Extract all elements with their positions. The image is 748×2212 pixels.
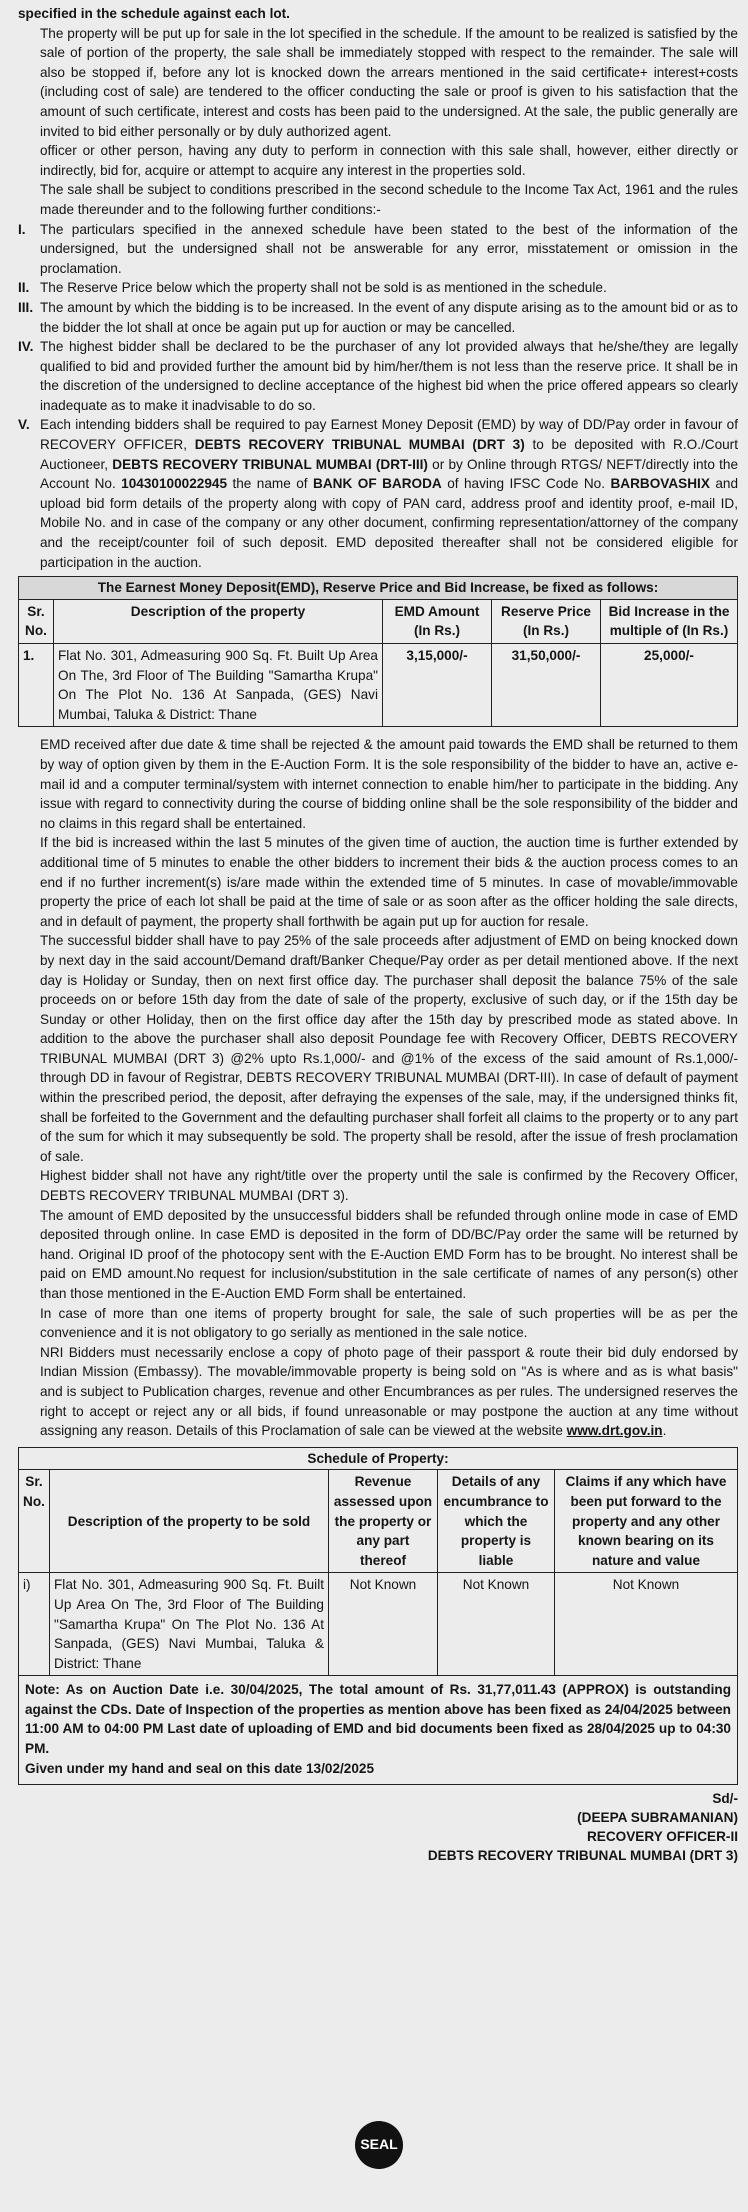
text-run: NRI Bidders must necessarily enclose a copy of photo page of their passport & route their bid duly endorsed by Indian Mission (Embassy). The movable/immovable property is being sold on "As is where and as is what basis" and is subject to Publication charges, revenue and other Encumbrances as per rules. The undersigned reserves the right to accept or reject any or all bids, if found unreasonable or may postpone the auction at any time without assigning any reason. Details of this Proclamation of sale can be viewed at the website <box>40 1344 738 1439</box>
cell-sr-no: i) <box>19 1573 50 1676</box>
intro-paragraph-conditions: The sale shall be subject to conditions prescribed in the second schedule to the Income Tax Act, 1961 and the rules made thereunder and to the following further conditions:- <box>40 182 738 217</box>
intro-paragraph-officer: officer or other person, having any duty to perform in connection with this sale shall, however, either directly or indirectly, bid for, acquire or attempt to acquire any interest in the properties sold. <box>40 143 738 178</box>
condition-text: The highest bidder shall be declared to be the purchaser of any lot provided always that he/she/they are legally qualified to bid and provided further the amount bid by him/her/them is not less than the reserve price. It shall be in the discretion of the undersigned to decline acceptance of the highest bid when the price offered appears so clearly inadequate as to make it inadvisable to do so. <box>40 339 738 413</box>
terms-section <box>18 735 738 1440</box>
text-run: or by Online through RTGS/ NEFT/directly into the Account No. <box>40 456 739 492</box>
intro-line: specified in the schedule against each lot. <box>18 6 290 21</box>
account-number: 10430100022945 <box>121 476 228 492</box>
header-emd-amount: EMD Amount (In Rs.) <box>383 599 492 643</box>
cell-revenue: Not Known <box>329 1573 438 1676</box>
condition-number: II. <box>18 280 30 296</box>
schedule-table <box>18 1469 738 1676</box>
table-header-row <box>19 599 738 643</box>
condition-3 <box>18 298 738 337</box>
condition-4 <box>18 337 738 415</box>
cell-description: Flat No. 301, Admeasuring 900 Sq. Ft. Built Up Area On The, 3rd Floor of The Building "Samartha Krupa" On The Plot No. 136 At Sanpada, (GES) Navi Mumbai, Taluka & District: Thane <box>50 1573 329 1676</box>
schedule-title: Schedule of Property: <box>18 1447 738 1470</box>
term-nri-bidders <box>18 1343 738 1441</box>
table-header-row <box>19 1470 738 1573</box>
ifsc-code: BARBOVASHIX <box>610 476 710 492</box>
term-highest-bidder: Highest bidder shall not have any right/title over the property until the sale is confirmed by the Recovery Officer, DEBTS RECOVERY TRIBUNAL MUMBAI (DRT 3). <box>40 1168 738 1204</box>
text-run: the name of <box>227 476 314 492</box>
text-run: Each intending bidders shall be required to pay Earnest Money Deposit (EMD) by way of DD/Pay order in favour of RECOVERY OFFICER, <box>40 417 738 453</box>
cell-reserve-price: 31,50,000/- <box>492 644 601 727</box>
website-link[interactable]: www.drt.gov.in <box>566 1423 663 1439</box>
header-description: Description of the property <box>54 599 383 643</box>
condition-2 <box>18 278 738 298</box>
intro-paragraph-sale: The property will be put up for sale in the lot specified in the schedule. If the amount to be realized is satisfied by the sale of portion of the property, the sale shall be immediately stopped with respect to the remainder. The sale will also be stopped if, before any lot is knocked down the arrears mentioned in the said certificate+ interest+costs (including cost of sale) are tendered to the officer conducting the sale or proof is given to his satisfaction that the amount of such certificate, interest and costs has been paid to the undersigned. At the sale, the public generally are invited to bid either personally or by duly authorized agent. <box>40 25 738 139</box>
text-run: . <box>662 1423 667 1439</box>
given-under-hand: Given under my hand and seal on this date 13/02/2025 <box>25 1760 375 1776</box>
header-bid-increase: Bid Increase in the multiple of (In Rs.) <box>601 599 738 643</box>
officer-name: (DEEPA SUBRAMANIAN) <box>577 1810 738 1826</box>
table-row <box>19 644 738 727</box>
signature-sd: Sd/- <box>712 1791 738 1807</box>
condition-5-emd-deposit <box>18 415 738 572</box>
condition-text: The amount by which the bidding is to be increased. In the event of any dispute arising as to the amount bid or as to the bidder the lot shall at once be again put up for auction or may be cancelled. <box>40 299 738 335</box>
signature-block <box>18 1789 738 1865</box>
office-name: DEBTS RECOVERY TRIBUNAL MUMBAI (DRT 3) <box>427 1848 738 1864</box>
emd-table <box>18 599 738 728</box>
cell-sr-no: 1. <box>19 644 54 727</box>
cell-encumbrance: Not Known <box>438 1573 555 1676</box>
condition-number: IV. <box>18 339 34 355</box>
tribunal-name: DEBTS RECOVERY TRIBUNAL MUMBAI (DRT-III) <box>112 456 428 472</box>
term-successful-bidder: The successful bidder shall have to pay 25% of the sale proceeds after adjustment of EMD on being knocked down by next day in the said account/Demand draft/Banker Cheque/Pay order as per detail mentioned above. If the next day is Holiday or Sunday, then on next first office day. The purchaser shall deposit the balance 75% of the sale proceeds on or before 15th day from the date of sale of the property, exclusive of such day, or if the 15th day be Sunday or other Holiday, then on the first office day after the 15th day by prescribed mode as stated above. In addition to the above the purchaser shall also deposit Poundage fee with Recovery Officer, DEBTS RECOVERY TRIBUNAL MUMBAI (DRT 3) @2% upto Rs.1,000/- and @1% of the excess of the said amount of Rs.1,000/- through DD in favour of Registrar, DEBTS RECOVERY TRIBUNAL MUMBAI (DRT-III). In case of default of payment within the prescribed period, the deposit, after defraying the expenses of the sale, may, if the undersigned thinks fit, shall be forfeited to the Government and the defaulting purchaser shall forfeit all claims to the property or to any part of the sum for which it may subsequently be sold. The property shall be resold, after the issue of fresh proclamation of sale. <box>40 933 738 1164</box>
header-revenue: Revenue assessed upon the property or any part thereof <box>329 1470 438 1573</box>
text-run: and upload bid form details of the property along with copy of PAN card, address proof and identity proof, e-mail ID, Mobile No. and in case of the company or any other document, confirming representation/attorney of the company and the receipt/counter foil of such deposit. EMD deposited thereafter shall not be considered eligible for participation in the auction. <box>40 476 739 570</box>
note-text: Note: As on Auction Date i.e. 30/04/2025, The total amount of Rs. 31,77,011.43 (APPROX) is outstanding against the CDs. Date of Inspection of the properties as mention above has been fixed as 24/04/2025 between 11:00 AM to 04:00 PM Last date of uploading of EMD and bid documents been fixed as 28/04/2025 up to 04:30 PM. <box>25 1682 731 1757</box>
header-sr-no: Sr. No. <box>19 1470 50 1573</box>
condition-text <box>40 415 738 572</box>
bank-name: BANK OF BARODA <box>313 476 442 492</box>
condition-text: The particulars specified in the annexed schedule have been stated to the best of the information of the undersigned, but the undersigned shall not be answerable for any error, misstatement or omission in the proclamation. <box>40 221 738 276</box>
cell-bid-increase: 25,000/- <box>601 644 738 727</box>
header-reserve-price: Reserve Price (In Rs.) <box>492 599 601 643</box>
condition-number: V. <box>18 417 30 433</box>
cell-claims: Not Known <box>555 1573 738 1676</box>
condition-1 <box>18 220 738 279</box>
header-sr-no: Sr. No. <box>19 599 54 643</box>
condition-number: III. <box>18 299 34 315</box>
seal-stamp: SEAL <box>355 2121 403 2169</box>
term-multiple-items: In case of more than one items of property brought for sale, the sale of such properties will be as per the convenience and it is not obligatory to go serially as mentioned in the sale notice. <box>40 1305 738 1341</box>
term-emd-refund: The amount of EMD deposited by the unsuccessful bidders shall be refunded through online mode in case of EMD deposited through online. In case EMD is deposited in the form of DD/BC/Pay order the same will be returned by hand. Original ID proof of the photocopy sent with the E-Auction EMD Form has to be brought. No interest shall be paid on EMD amount.No request for inclusion/substitution in the sale certificate of names of any person(s) other than those mentioned in the E-Auction EMD Form shall be entertained. <box>40 1207 738 1301</box>
cell-description: Flat No. 301, Admeasuring 900 Sq. Ft. Built Up Area On The, 3rd Floor of The Building "Samartha Krupa" On The Plot No. 136 At Sanpada, (GES) Navi Mumbai, Taluka & District: Thane <box>54 644 383 727</box>
condition-text: The Reserve Price below which the property shall not be sold is as mentioned in the schedule. <box>40 280 607 296</box>
cell-emd-amount: 3,15,000/- <box>383 644 492 727</box>
officer-designation: RECOVERY OFFICER-II <box>586 1829 738 1845</box>
tribunal-name: DEBTS RECOVERY TRIBUNAL MUMBAI (DRT 3) <box>194 437 525 453</box>
header-description: Description of the property to be sold <box>50 1470 329 1573</box>
sale-proclamation-page <box>18 4 738 2200</box>
text-run: to be deposited with R.O./Court Auctioneer, <box>40 437 738 472</box>
emd-table-title: The Earnest Money Deposit(EMD), Reserve Price and Bid Increase, be fixed as follows: <box>18 576 738 599</box>
term-bid-extension: If the bid is increased within the last 5 minutes of the given time of auction, the auction time is further extended by additional time of 5 minutes to enable the other bidders to increment their bids & the auction process comes to an end if no further increment(s) is/are made within the extended time of 5 minutes. In case of movable/immovable property the price of each lot shall be paid at the time of sale or as soon after as the officer holding the sale directs, and in default of payment, the property shall forthwith be again put up for auction for resale. <box>40 835 738 929</box>
term-emd-after-due-date: EMD received after due date & time shall be rejected & the amount paid towards the EMD shall be returned to them by way of option given by them in the E-Auction Form. It is the sole responsibility of the bidder to have an, active e-mail id and a computer terminal/system with internet connection to enable him/her to participate in the bidding. Any issue with regard to connectivity during the course of bidding online shall be the sole responsibility of the bidder and no claims in this regard shall be entertained. <box>40 737 738 831</box>
header-encumbrance: Details of any encumbrance to which the property is liable <box>438 1470 555 1573</box>
table-row <box>19 1573 738 1676</box>
auction-note <box>18 1676 738 1785</box>
condition-number: I. <box>18 221 26 237</box>
header-claims: Claims if any which have been put forward to the property and any other known bearing on its nature and value <box>555 1470 738 1573</box>
text-run: of having IFSC Code No. <box>441 476 611 492</box>
